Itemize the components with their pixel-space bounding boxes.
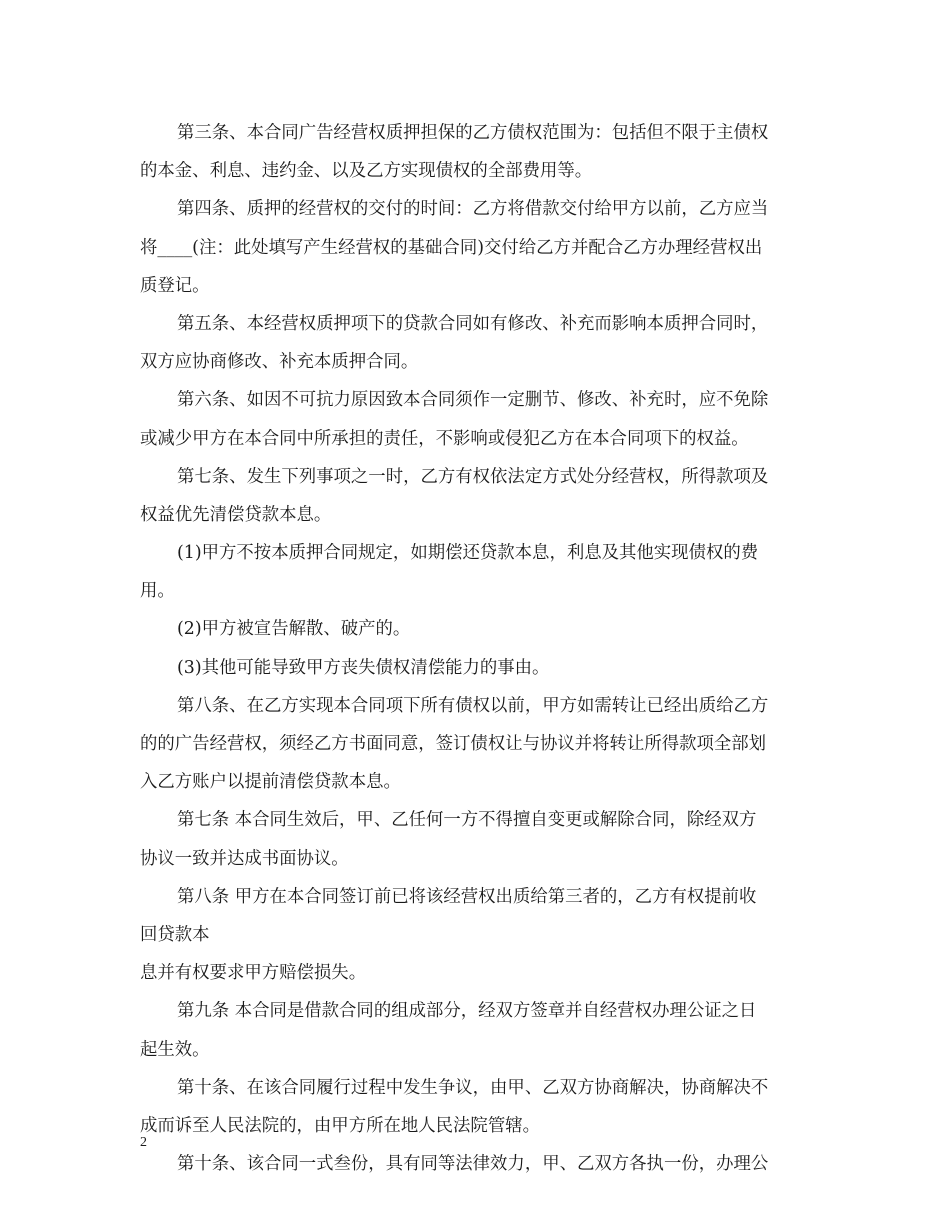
text-line: 入乙方账户以提前清偿贷款本息。 — [140, 772, 401, 793]
text-line: 权益优先清偿贷款本息。 — [140, 504, 332, 525]
text-line: 回贷款本 — [140, 924, 210, 945]
text-line: 第三条、本合同广告经营权质押担保的乙方债权范围为：包括但不限于主债权 — [177, 123, 769, 143]
text-line: 第六条、如因不可抗力原因致本合同须作一定删节、修改、补充时，应不免除 — [177, 390, 769, 411]
text-line: 或减少甲方在本合同中所承担的责任，不影响或侵犯乙方在本合同项下的权益。 — [140, 428, 749, 449]
contract-body — [140, 114, 812, 1183]
text-line: (2)甲方被宣告解散、破产的。 — [177, 619, 411, 640]
text-line: (3)其他可能导致甲方丧失债权清偿能力的事由。 — [177, 657, 550, 678]
text-line: 起生效。 — [140, 1039, 210, 1060]
text-line: 息并有权要求甲方赔偿损失。 — [140, 963, 367, 984]
text-line: 第五条、本经营权质押项下的贷款合同如有修改、补充而影响本质押合同时， — [177, 313, 769, 334]
text-line: 第七条 本合同生效后，甲、乙任何一方不得擅自变更或解除合同，除经双方 — [177, 810, 757, 831]
text-line: 的本金、利息、违约金、以及乙方实现债权的全部费用等。 — [140, 161, 593, 182]
text-line: 第九条 本合同是借款合同的组成部分，经双方签章并自经营权办理公证之日 — [177, 1001, 757, 1022]
text-line: 第十条、在该合同履行过程中发生争议，由甲、乙双方协商解决，协商解决不 — [177, 1077, 769, 1098]
page-number: 2 — [140, 1135, 147, 1150]
text-line: 协议一致并达成书面协议。 — [140, 848, 349, 869]
text-line: 用。 — [140, 581, 175, 602]
text-line: 成而诉至人民法院的，由甲方所在地人民法院管辖。 — [140, 1115, 540, 1136]
text-line: 第四条、质押的经营权的交付的时间：乙方将借款交付给甲方以前，乙方应当 — [177, 199, 769, 220]
text-line: (1)甲方不按本质押合同规定，如期偿还贷款本息，利息及其他实现债权的费 — [177, 543, 759, 564]
text-line: 双方应协商修改、补充本质押合同。 — [140, 352, 419, 373]
text-line: 第十条、该合同一式叁份，具有同等法律效力，甲、乙双方各执一份，办理公 — [177, 1154, 769, 1175]
text-line: 第八条、在乙方实现本合同项下所有债权以前，甲方如需转让已经出质给乙方 — [177, 695, 769, 716]
text-line: 第八条 甲方在本合同签订前已将该经营权出质给第三者的，乙方有权提前收 — [177, 886, 757, 907]
text-line: 第七条、发生下列事项之一时，乙方有权依法定方式处分经营权，所得款项及 — [177, 466, 769, 487]
text-line: 质登记。 — [140, 275, 210, 296]
text-line: 的的广告经营权，须经乙方书面同意，签订债权让与协议并将转让所得款项全部划 — [140, 734, 767, 754]
text-line: 将____(注：此处填写产生经营权的基础合同)交付给乙方并配合乙方办理经营权出 — [140, 237, 763, 258]
